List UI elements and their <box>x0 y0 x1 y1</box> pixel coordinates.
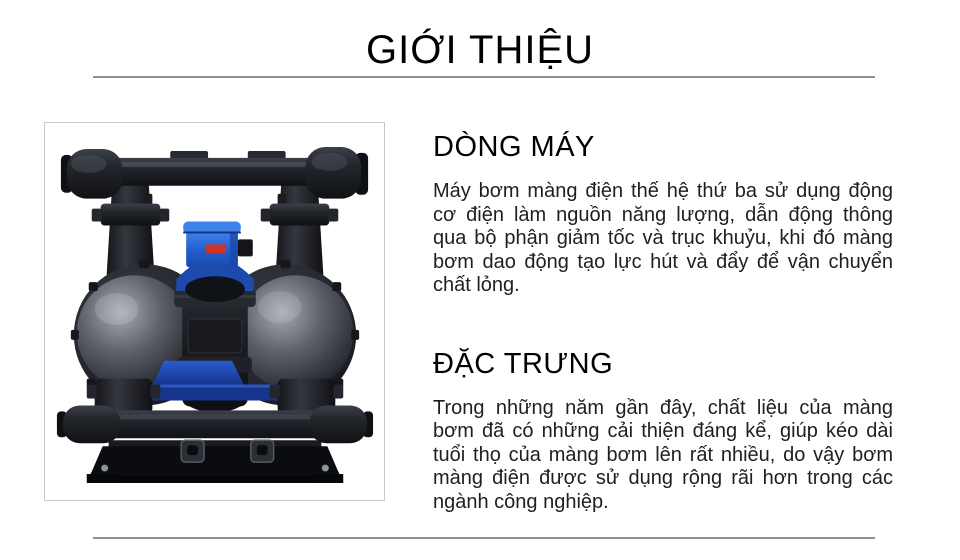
top-divider <box>93 76 875 78</box>
pump-bottom-manifold <box>57 405 373 443</box>
bottom-divider <box>93 537 875 539</box>
pump-top-manifold <box>61 147 368 199</box>
section-heading-dac-trung: ĐẶC TRƯNG <box>433 347 614 380</box>
page-title: GIỚI THIỆU <box>365 28 595 72</box>
product-image-frame <box>44 122 385 501</box>
diaphragm-pump-image <box>45 123 384 500</box>
section-body-dong-may: Máy bơm màng điện thế hệ thứ ba sử dụng động cơ điện làm nguồn năng lượng, dẫn động thông qua bộ phận giảm tốc và trục khuỷu, khi đó màng bơm dao động tạo lực hút và đẩy để vận chuyển chất lỏng. <box>433 180 893 296</box>
motor-label-red <box>206 244 226 253</box>
pump-base-plate <box>87 440 343 483</box>
section-body-dac-trung: Trong những năm gần đây, chất liệu của màng bơm đã có những cải thiện đáng kể, giúp kéo dài tuổi thọ của màng bơm lên rất nhiều, do vậy bơm màng điện được sử dụng rộng rãi hơn trong các ngành công nghiệp. <box>433 396 893 513</box>
pump-motor <box>176 222 254 303</box>
section-heading-dong-may: DÒNG MÁY <box>433 131 595 163</box>
text-column <box>433 122 893 514</box>
